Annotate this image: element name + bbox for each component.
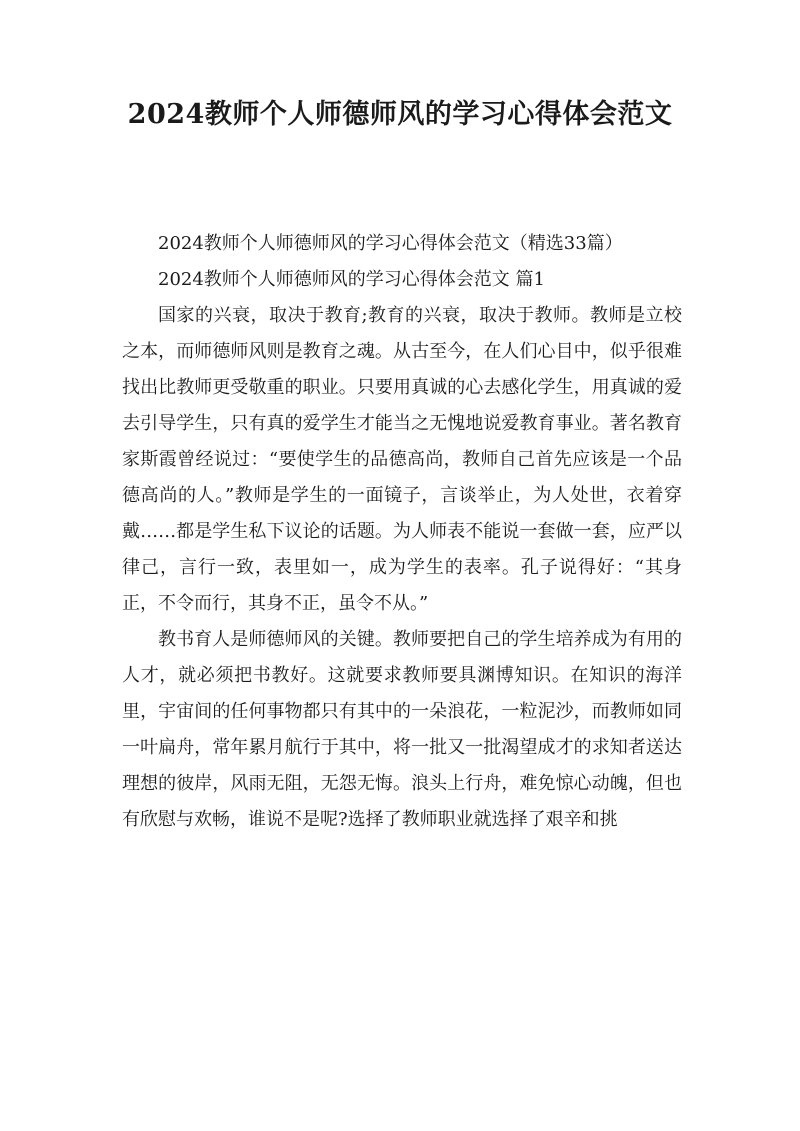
document-title: 2024教师个人师德师风的学习心得体会范文 bbox=[127, 99, 673, 130]
subtitle-paragraph: 2024教师个人师德师风的学习心得体会范文（精选33篇） bbox=[158, 233, 623, 254]
body-paragraph: 教书育人是师德师风的关键。教师要把自己的学生培养成为有用的人才，就必须把书教好。这就要求教师要具渊博知识。在知识的海洋里，宇宙间的任何事物都只有其中的一朵浪花，一粒泥沙，而教师如同一叶扁舟，常年累月航行于其中，将一批又一批渴望成才的求知者送达理想的彼岸，风雨无阻，无怨无悔。浪头上行舟，难免惊心动魄，但也有欣慰与欢畅，谁说不是呢?选择了教师职业就选择了艰辛和挑 bbox=[122, 629, 682, 830]
document-body bbox=[122, 226, 682, 838]
body-paragraph: 国家的兴衰，取决于教育;教育的兴衰，取决于教师。教师是立校之本，而师德师风则是教育之魂。从古至今，在人们心目中，似乎很难找出比教师更受敬重的职业。只要用真诚的心去感化学生，用真诚的爱去引导学生，只有真的爱学生才能当之无愧地说爱教育事业。著名教育家斯霞曾经说过：“要使学生的品德高尚，教师自己首先应该是一个品德高尚的人。”教师是学生的一面镜子，言谈举止，为人处世，衣着穿戴……都是学生私下议论的话题。为人师表不能说一套做一套，应严以律己，言行一致，表里如一，成为学生的表率。孔子说得好：“其身正，不令而行，其身不正，虽令不从。” bbox=[122, 305, 682, 614]
section-heading: 2024教师个人师德师风的学习心得体会范文 篇1 bbox=[158, 269, 545, 290]
